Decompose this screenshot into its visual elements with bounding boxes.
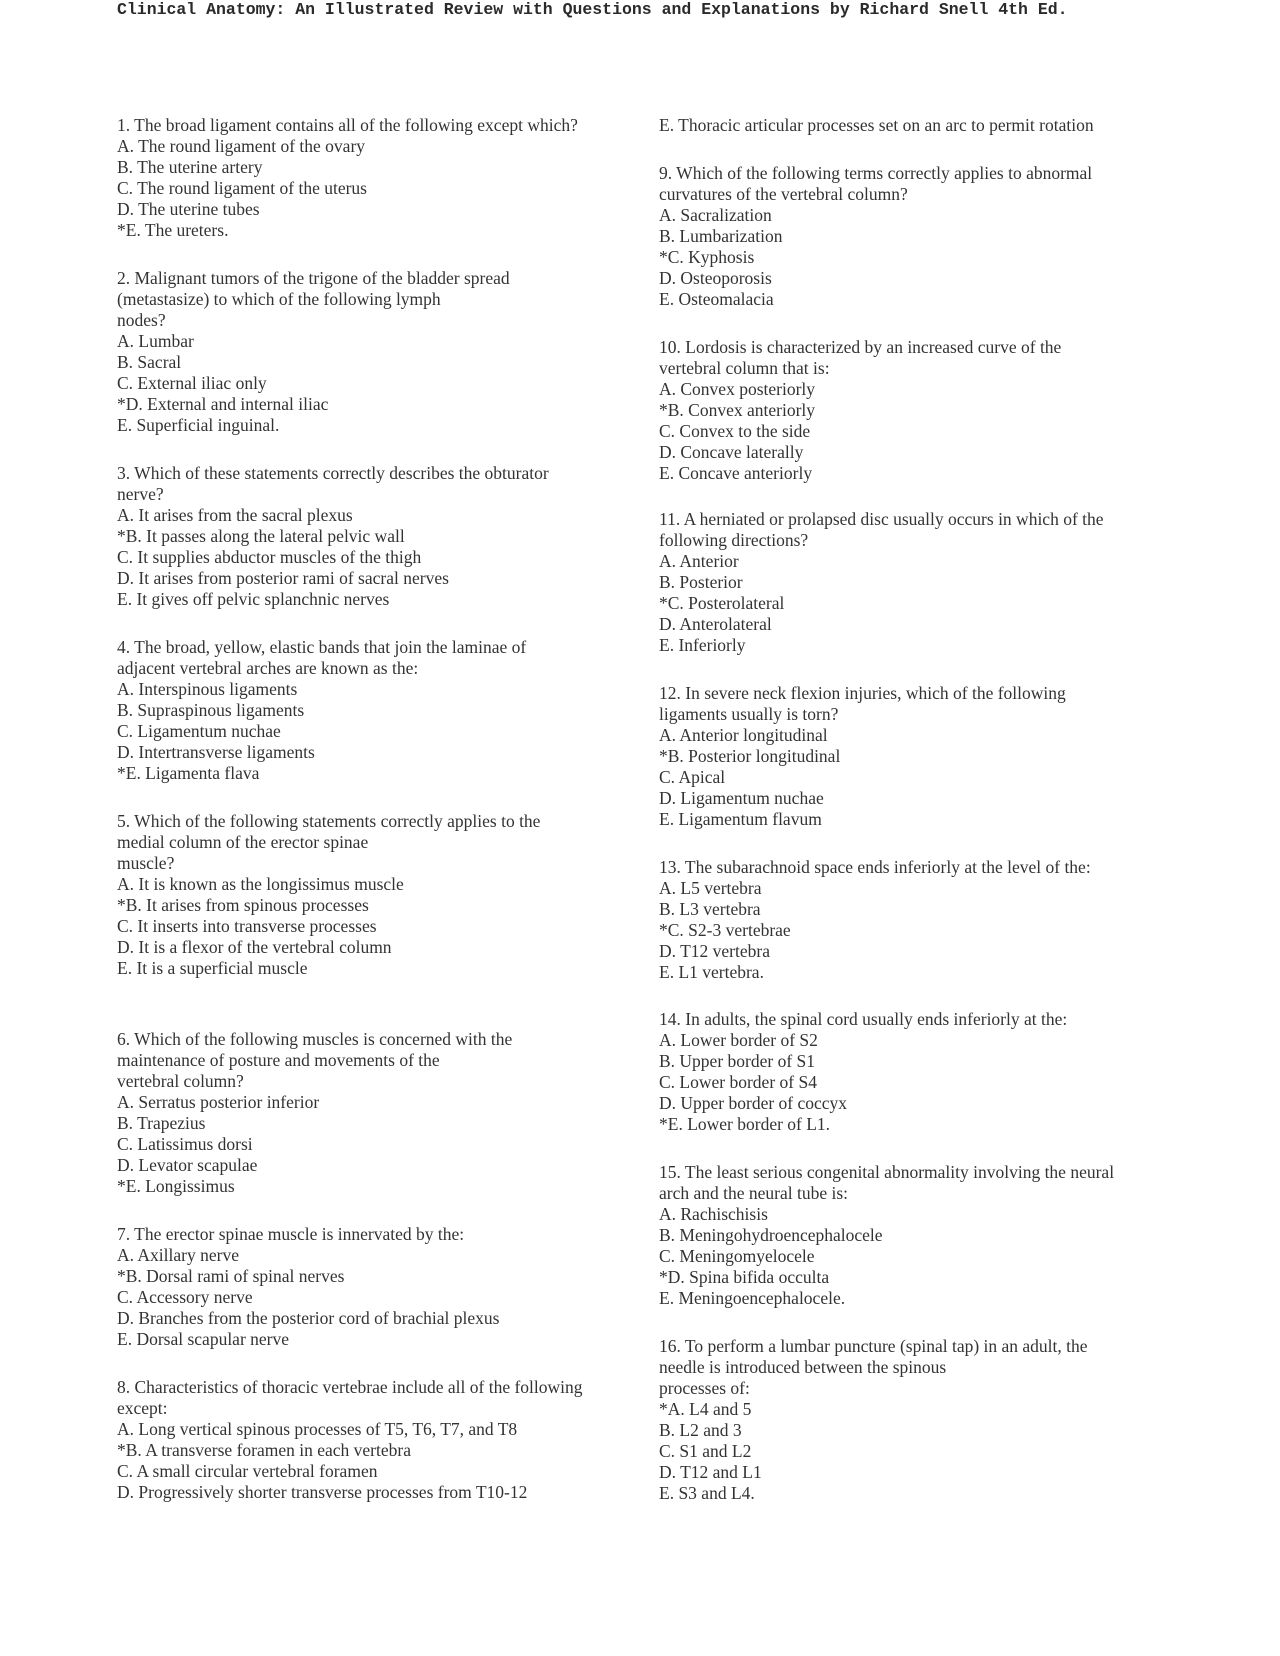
answer-option: C. Accessory nerve <box>117 1287 253 1307</box>
answer-option: A. Lumbar <box>117 331 194 351</box>
answer-option: B. Upper border of S1 <box>659 1051 816 1071</box>
answer-option: D. Levator scapulae <box>117 1155 258 1175</box>
answer-option: A. It arises from the sacral plexus <box>117 505 353 525</box>
question-stem-line: adjacent vertebral arches are known as the: <box>117 658 419 678</box>
question-stem-line: maintenance of posture and movements of the <box>117 1050 440 1070</box>
question-stem-line: needle is introduced between the spinous <box>659 1357 947 1377</box>
answer-option: *B. A transverse foramen in each vertebra <box>117 1440 411 1460</box>
answer-option: A. Sacralization <box>659 205 772 225</box>
question-stem-line: 7. The erector spinae muscle is innervated by the: <box>117 1224 465 1244</box>
answer-option: *B. It passes along the lateral pelvic wall <box>117 526 405 546</box>
answer-option: D. T12 vertebra <box>659 941 770 961</box>
question-stem-line: 12. In severe neck flexion injuries, which of the following <box>659 683 1066 703</box>
answer-option: D. Intertransverse ligaments <box>117 742 315 762</box>
answer-option: B. Sacral <box>117 352 182 372</box>
question-block <box>659 115 1179 136</box>
answer-option: D. Concave laterally <box>659 442 804 462</box>
answer-option: *B. Convex anteriorly <box>659 400 816 420</box>
answer-option: B. Meningohydroencephalocele <box>659 1225 883 1245</box>
question-block <box>659 857 1179 983</box>
question-block <box>659 683 1179 830</box>
answer-option: D. Osteoporosis <box>659 268 772 288</box>
answer-option: C. S1 and L2 <box>659 1441 752 1461</box>
question-block <box>659 1162 1179 1309</box>
answer-option: A. It is known as the longissimus muscle <box>117 874 404 894</box>
answer-option: B. Supraspinous ligaments <box>117 700 305 720</box>
answer-option: *B. Posterior longitudinal <box>659 746 841 766</box>
question-block <box>659 1009 1179 1135</box>
question-stem-line: 10. Lordosis is characterized by an increased curve of the <box>659 337 1062 357</box>
answer-option: B. L3 vertebra <box>659 899 761 919</box>
answer-option: A. Long vertical spinous processes of T5, T6, T7, and T8 <box>117 1419 518 1439</box>
answer-option: C. Latissimus dorsi <box>117 1134 253 1154</box>
answer-option: A. Serratus posterior inferior <box>117 1092 320 1112</box>
question-stem-line: muscle? <box>117 853 175 873</box>
question-block <box>117 1224 637 1350</box>
answer-option: A. Anterior longitudinal <box>659 725 828 745</box>
answer-option: D. Upper border of coccyx <box>659 1093 848 1113</box>
question-stem-line: vertebral column? <box>117 1071 244 1091</box>
left-column <box>117 115 637 1503</box>
answer-option: C. It inserts into transverse processes <box>117 916 377 936</box>
answer-option: *C. Posterolateral <box>659 593 785 613</box>
answer-option: D. It is a flexor of the vertebral column <box>117 937 392 957</box>
answer-option: E. Thoracic articular processes set on an arc to permit rotation <box>659 115 1094 135</box>
answer-option: *E. The ureters. <box>117 220 229 240</box>
answer-option: C. Ligamentum nuchae <box>117 721 281 741</box>
question-stem-line: 8. Characteristics of thoracic vertebrae include all of the following <box>117 1377 583 1397</box>
answer-option: C. Meningomyelocele <box>659 1246 815 1266</box>
answer-option: *E. Lower border of L1. <box>659 1114 831 1134</box>
answer-option: *E. Ligamenta flava <box>117 763 260 783</box>
answer-option: *B. Dorsal rami of spinal nerves <box>117 1266 345 1286</box>
question-block <box>659 1336 1179 1504</box>
question-stem-line: following directions? <box>659 530 809 550</box>
answer-option: B. Posterior <box>659 572 743 592</box>
answer-option: E. It gives off pelvic splanchnic nerves <box>117 589 390 609</box>
answer-option: D. Branches from the posterior cord of brachial plexus <box>117 1308 500 1328</box>
question-stem-line: curvatures of the vertebral column? <box>659 184 908 204</box>
question-block <box>117 1029 637 1197</box>
question-stem-line: arch and the neural tube is: <box>659 1183 849 1203</box>
question-block <box>117 463 637 610</box>
answer-option: A. L5 vertebra <box>659 878 762 898</box>
question-block <box>117 268 637 436</box>
answer-option: A. Rachischisis <box>659 1204 768 1224</box>
question-stem-line: 5. Which of the following statements correctly applies to the <box>117 811 541 831</box>
answer-option: A. The round ligament of the ovary <box>117 136 366 156</box>
question-block <box>117 1377 637 1503</box>
question-stem-line: 15. The least serious congenital abnormality involving the neural <box>659 1162 1115 1182</box>
question-stem-line: except: <box>117 1398 168 1418</box>
question-block <box>659 509 1179 656</box>
answer-option: D. Anterolateral <box>659 614 772 634</box>
answer-option: B. Lumbarization <box>659 226 783 246</box>
answer-option: E. Inferiorly <box>659 635 746 655</box>
question-stem-line: 9. Which of the following terms correctly applies to abnormal <box>659 163 1093 183</box>
question-stem-line: 16. To perform a lumbar puncture (spinal tap) in an adult, the <box>659 1336 1088 1356</box>
question-stem-line: 13. The subarachnoid space ends inferiorly at the level of the: <box>659 857 1091 877</box>
answer-option: D. Progressively shorter transverse processes from T10-12 <box>117 1482 528 1502</box>
question-stem-line: processes of: <box>659 1378 750 1398</box>
answer-option: A. Axillary nerve <box>117 1245 239 1265</box>
answer-option: *B. It arises from spinous processes <box>117 895 369 915</box>
answer-option: E. L1 vertebra. <box>659 962 764 982</box>
answer-option: A. Anterior <box>659 551 739 571</box>
question-stem-line: vertebral column that is: <box>659 358 830 378</box>
answer-option: *C. S2-3 vertebrae <box>659 920 791 940</box>
answer-option: D. T12 and L1 <box>659 1462 762 1482</box>
question-block <box>659 163 1179 310</box>
answer-option: E. Superficial inguinal. <box>117 415 280 435</box>
answer-option: C. Lower border of S4 <box>659 1072 817 1092</box>
answer-option: E. Meningoencephalocele. <box>659 1288 846 1308</box>
question-stem-line: ligaments usually is torn? <box>659 704 839 724</box>
answer-option: D. It arises from posterior rami of sacral nerves <box>117 568 449 588</box>
answer-option: *C. Kyphosis <box>659 247 755 267</box>
answer-option: E. Ligamentum flavum <box>659 809 822 829</box>
answer-option: C. Apical <box>659 767 726 787</box>
question-stem-line: 11. A herniated or prolapsed disc usually occurs in which of the <box>659 509 1104 529</box>
answer-option: B. Trapezius <box>117 1113 206 1133</box>
right-column <box>659 115 1179 1504</box>
answer-option: *E. Longissimus <box>117 1176 235 1196</box>
answer-option: E. Concave anteriorly <box>659 463 813 483</box>
question-stem-line: 1. The broad ligament contains all of the following except which? <box>117 115 578 135</box>
question-stem-line: (metastasize) to which of the following lymph <box>117 289 441 309</box>
answer-option: E. Dorsal scapular nerve <box>117 1329 290 1349</box>
answer-option: B. The uterine artery <box>117 157 263 177</box>
answer-option: *D. Spina bifida occulta <box>659 1267 830 1287</box>
answer-option: E. It is a superficial muscle <box>117 958 308 978</box>
answer-option: C. The round ligament of the uterus <box>117 178 367 198</box>
question-stem-line: 6. Which of the following muscles is concerned with the <box>117 1029 513 1049</box>
question-stem-line: 3. Which of these statements correctly describes the obturator <box>117 463 549 483</box>
answer-option: A. Interspinous ligaments <box>117 679 298 699</box>
answer-option: E. Osteomalacia <box>659 289 774 309</box>
answer-option: C. A small circular vertebral foramen <box>117 1461 378 1481</box>
question-stem-line: 14. In adults, the spinal cord usually ends inferiorly at the: <box>659 1009 1068 1029</box>
answer-option: E. S3 and L4. <box>659 1483 755 1503</box>
answer-option: C. Convex to the side <box>659 421 811 441</box>
question-block <box>117 115 637 241</box>
question-stem-line: nodes? <box>117 310 166 330</box>
question-stem-line: 2. Malignant tumors of the trigone of the bladder spread <box>117 268 510 288</box>
answer-option: C. It supplies abductor muscles of the thigh <box>117 547 422 567</box>
answer-option: A. Convex posteriorly <box>659 379 816 399</box>
answer-option: *A. L4 and 5 <box>659 1399 752 1419</box>
question-block <box>659 337 1179 484</box>
question-block <box>117 637 637 784</box>
answer-option: B. L2 and 3 <box>659 1420 742 1440</box>
answer-option: A. Lower border of S2 <box>659 1030 818 1050</box>
question-stem-line: medial column of the erector spinae <box>117 832 369 852</box>
question-block <box>117 811 637 979</box>
answer-option: D. Ligamentum nuchae <box>659 788 824 808</box>
question-stem-line: 4. The broad, yellow, elastic bands that join the laminae of <box>117 637 527 657</box>
answer-option: *D. External and internal iliac <box>117 394 329 414</box>
page-title: Clinical Anatomy: An Illustrated Review with Questions and Explanations by Richard Snell 4th Ed. <box>117 0 1068 19</box>
answer-option: C. External iliac only <box>117 373 267 393</box>
question-stem-line: nerve? <box>117 484 164 504</box>
answer-option: D. The uterine tubes <box>117 199 260 219</box>
